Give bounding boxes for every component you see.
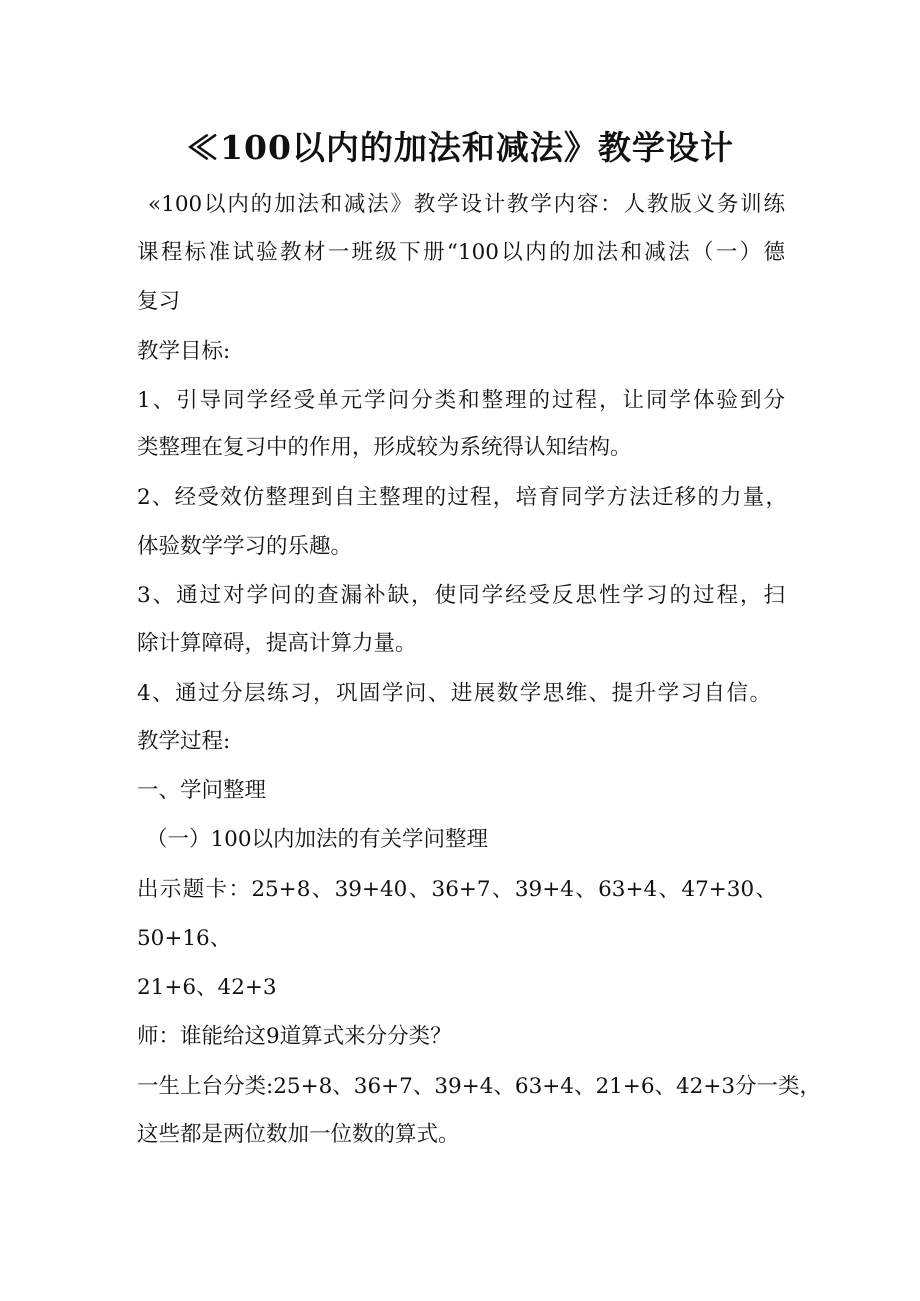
- subsection-heading: （一）100以内加法的有关学问整理: [146, 827, 489, 852]
- objective-line: 1、引导同学经受单元学问分类和整理的过程，让同学体验到分: [137, 388, 785, 413]
- process-heading: 教学过程:: [137, 729, 231, 754]
- objective-line: 除计算障碍，提高计算力量。: [137, 631, 417, 656]
- body-line: 师：谁能给这9道算式来分分类？: [137, 1024, 452, 1049]
- body-line: 出示题卡：25+8、39+40、36+7、39+4、63+4、47+30、: [137, 877, 777, 902]
- objectives-heading: 教学目标:: [137, 339, 231, 364]
- body-line: 21+6、42+3: [137, 975, 277, 1000]
- objective-line: 3、通过对学问的查漏补缺，使同学经受反思性学习的过程，扫: [137, 583, 785, 608]
- intro-line: 复习: [137, 289, 181, 314]
- section-heading: 一、学问整理: [137, 778, 267, 803]
- body-line: 一生上台分类:25+8、36+7、39+4、63+4、21+6、42+3分一类，: [137, 1074, 822, 1099]
- body-line: 50+16、: [137, 926, 232, 951]
- body-line: 这些都是两位数加一位数的算式。: [137, 1122, 460, 1147]
- objective-line: 体验数学学习的乐趣。: [137, 534, 353, 559]
- intro-line: 课程标准试验教材一班级下册“100以内的加法和减法（一）德: [137, 240, 785, 265]
- intro-line: «100以内的加法和减法》教学设计教学内容：人教版义务训练: [148, 192, 785, 217]
- objective-line: 2、经受效仿整理到自主整理的过程，培育同学方法迁移的力量，: [137, 485, 787, 510]
- document-title: ≪100以内的加法和减法》教学设计: [186, 128, 734, 167]
- objective-line: 类整理在复习中的作用，形成较为系统得认知结构。: [137, 435, 632, 460]
- objective-line: 4、通过分层练习，巩固学问、进展数学思维、提升学习自信。: [137, 681, 771, 706]
